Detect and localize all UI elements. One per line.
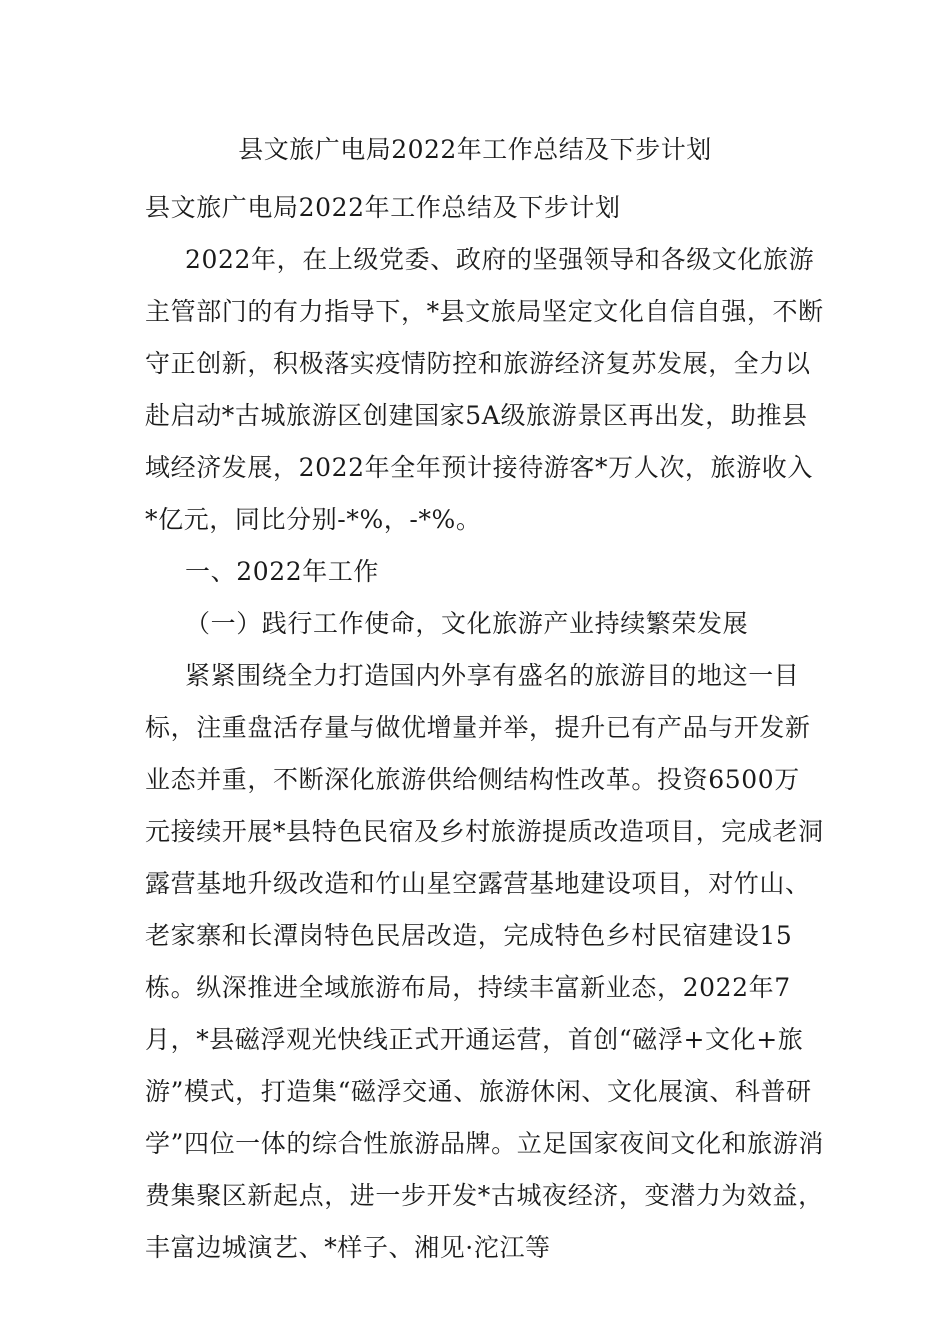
document-body [145,182,825,1274]
document-subtitle: 县文旅广电局2022年工作总结及下步计划 [145,193,621,222]
body-paragraph: 紧紧围绕全力打造国内外享有盛名的旅游目的地这一目标，注重盘活存量与做优增量并举，提升已有产品与开发新业态并重，不断深化旅游供给侧结构性改革。投资6500万元接续开展*县特色民宿及乡村旅游提质改造项目，完成老洞露营基地升级改造和竹山星空露营基地建设项目，对竹山、老家寨和长潭岗特色民居改造，完成特色乡村民宿建设15栋。纵深推进全域旅游布局，持续丰富新业态，2022年7月，*县磁浮观光快线正式开通运营，首创“磁浮+文化+旅游”模式，打造集“磁浮交通、旅游休闲、文化展演、科普研学”四位一体的综合性旅游品牌。立足国家夜间文化和旅游消费集聚区新起点，进一步开发*古城夜经济，变潜力为效益，丰富边城演艺、*样子、湘见·沱江等 [145,661,824,1262]
intro-paragraph: 2022年，在上级党委、政府的坚强领导和各级文化旅游主管部门的有力指导下，*县文旅局坚定文化自信自强，不断守正创新，积极落实疫情防控和旅游经济复苏发展，全力以赴启动*古城旅游区创建国家5A级旅游景区再出发，助推县域经济发展，2022年全年预计接待游客*万人次，旅游收入*亿元，同比分别-*%，-*%。 [145,245,824,534]
section-heading: 一、2022年工作 [185,557,380,586]
subsection-heading: （一）践行工作使命，文化旅游产业持续繁荣发展 [185,609,749,638]
document-title: 县文旅广电局2022年工作总结及下步计划 [238,135,712,164]
